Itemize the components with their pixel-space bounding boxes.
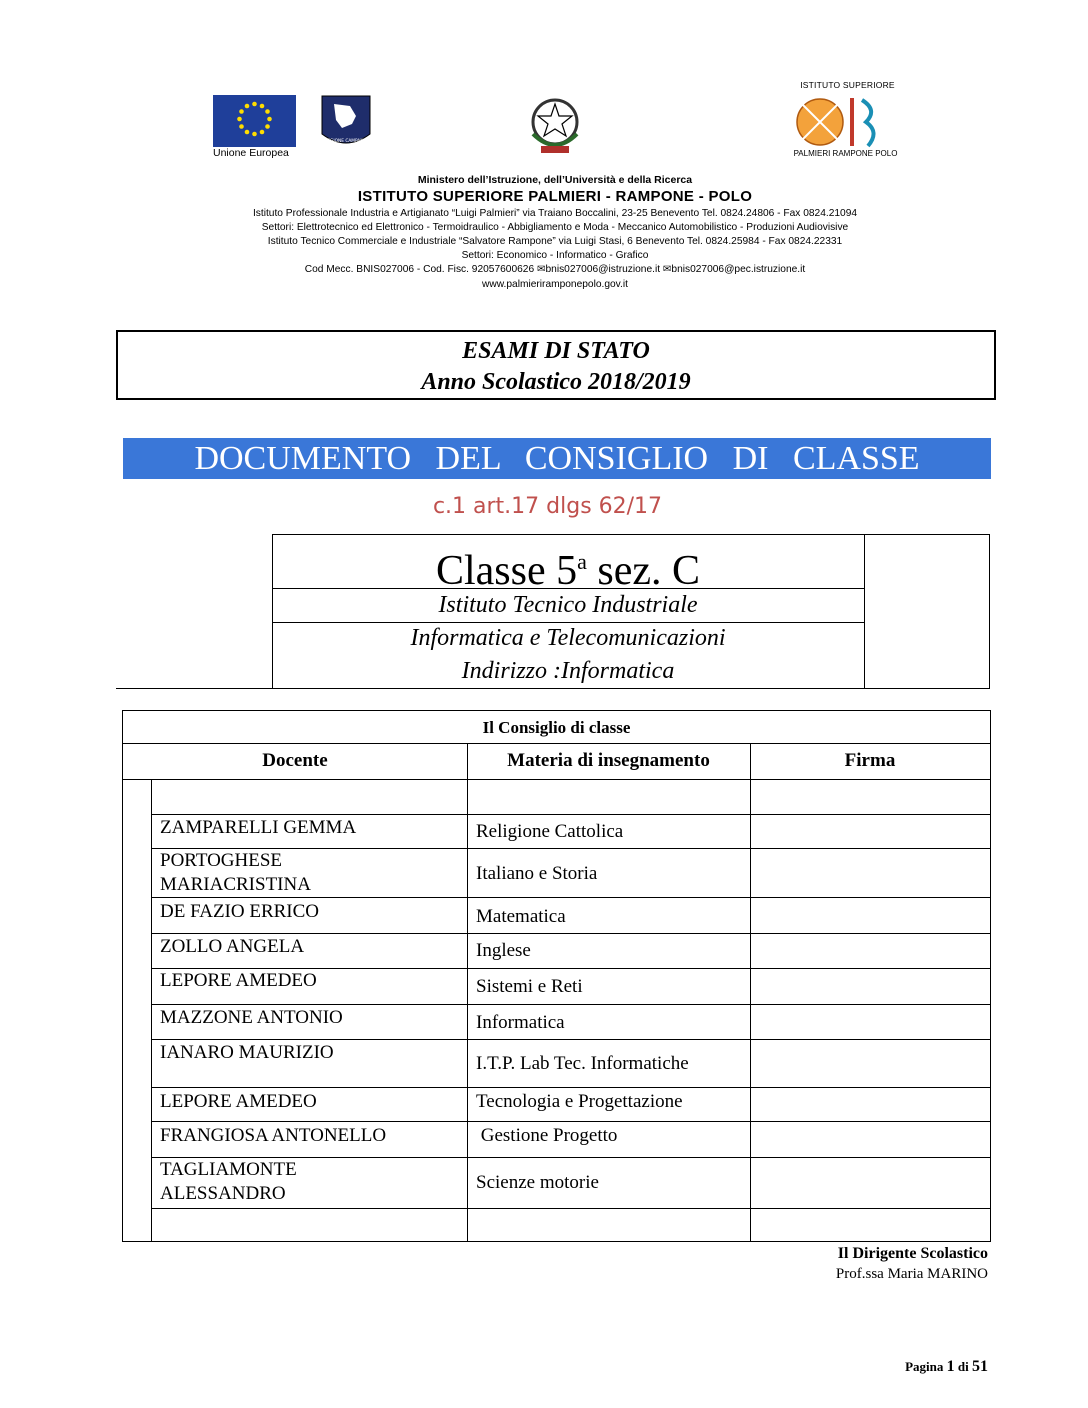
teachers-table [122,710,991,1242]
school-logo [782,80,907,160]
class-box-right-cell [864,534,990,689]
institute-name: ISTITUTO SUPERIORE PALMIERI - RAMPONE - POLO [357,188,753,205]
table-row-line [151,933,990,934]
column-header-docente: Docente [123,743,467,780]
table-row-line [151,1121,990,1122]
class-title: Classe 5$^a$ sez. C [435,548,701,594]
italian-republic-emblem [527,94,583,160]
table-caption: Il Consiglio di classe [123,711,990,744]
teacher-subject: Sistemi e Reti [476,976,583,997]
table-row-line [151,897,990,898]
class-box-divider [272,622,864,623]
class-specialization: Informatica e Telecomunicazioni [410,625,726,651]
teacher-name: TAGLIAMONTE ALESSANDRO [160,1159,297,1204]
teacher-name: DE FAZIO ERRICO [160,901,320,922]
regione-campania-logo [320,94,372,150]
teacher-subject: Religione Cattolica [476,821,624,842]
legal-reference: c.1 art.17 dlgs 62/17 [432,494,663,519]
eu-label: Unione Europea [213,147,289,159]
class-box-bottom-border [116,688,990,689]
teacher-name: FRANGIOSA ANTONELLO [160,1125,387,1146]
table-row-line [151,814,990,815]
teacher-name: ZOLLO ANGELA [160,936,305,957]
table-row-line [151,1087,990,1088]
ministry-line: Ministero dell’Istruzione, dell’Università e della Ricerca [417,174,693,186]
teacher-subject: Gestione Progetto [476,1125,618,1146]
table-row-line [151,1208,990,1209]
teacher-subject: Scienze motorie [476,1172,599,1193]
institute-info-line: Settori: Elettrotecnico ed Elettronico - Termoidraulico - Abbigliamento e Moda - Meccanico Automobilistico - Produzioni Audiovisive [261,222,849,233]
teacher-subject: Inglese [476,940,531,961]
school-year: Anno Scolastico 2018/2019 [421,369,691,395]
campania-label: REGIONE CAMPANIA [324,139,368,144]
teacher-name: MAZZONE ANTONIO [160,1007,343,1028]
teacher-subject: Matematica [476,906,566,927]
eu-flag-logo [213,95,296,147]
exam-title-box [116,330,996,400]
school-logo-top-text: ISTITUTO SUPERIORE [800,80,895,90]
teacher-subject: I.T.P. Lab Tec. Informatiche [476,1053,689,1074]
institute-info-line: Istituto Tecnico Commerciale e Industriale “Salvatore Rampone” via Luigi Stasi, 6 Benevento Tel. 0824.25984 - Fax 0824.22331 [267,236,843,247]
teacher-name: PORTOGHESE MARIACRISTINA [160,850,311,895]
school-logo-bottom-text: PALMIERI RAMPONE POLO [793,149,898,158]
institute-contact-line: Cod Mecc. BNIS027006 - Cod. Fisc. 92057600626 ✉bnis027006@istruzione.it ✉bnis027006@pec.istruzione.it [304,264,806,275]
dirigente-title: Il Dirigente Scolastico [837,1245,988,1262]
institute-info-line: Settori: Economico - Informatico - Grafico [461,250,649,261]
institute-website: www.palmieriramponepolo.gov.it [482,279,628,290]
exam-title: ESAMI DI STATO [462,338,650,364]
column-header-firma: Firma [750,743,990,780]
teacher-name: IANARO MAURIZIO [160,1042,334,1063]
table-row-line [151,1039,990,1040]
column-header-materia: Materia di insegnamento [467,743,750,780]
teacher-subject: Tecnologia e Progettazione [476,1091,683,1112]
table-column-line [750,743,751,1242]
teacher-subject: Informatica [476,1012,565,1033]
teacher-name: LEPORE AMEDEO [160,1091,317,1112]
page-number: Pagina 1 di 51 [905,1358,988,1375]
teacher-name: LEPORE AMEDEO [160,970,317,991]
class-institute-type: Istituto Tecnico Industriale [438,592,698,618]
institute-info-line: Istituto Professionale Industria e Artigianato “Luigi Palmieri” via Traiano Boccalini, 23-25 Benevento Tel. 0824.24806 - Fax 0824.21094 [252,208,858,219]
table-row-line [151,1004,990,1005]
table-column-line [467,743,468,1242]
teacher-subject: Italiano e Storia [476,863,598,884]
teacher-name: ZAMPARELLI GEMMA [160,817,357,838]
document-title-banner: DOCUMENTO DEL CONSIGLIO DI CLASSE [123,438,991,479]
dirigente-name: Prof.ssa Maria MARINO [835,1266,988,1282]
class-address: Indirizzo :Informatica [461,658,675,684]
